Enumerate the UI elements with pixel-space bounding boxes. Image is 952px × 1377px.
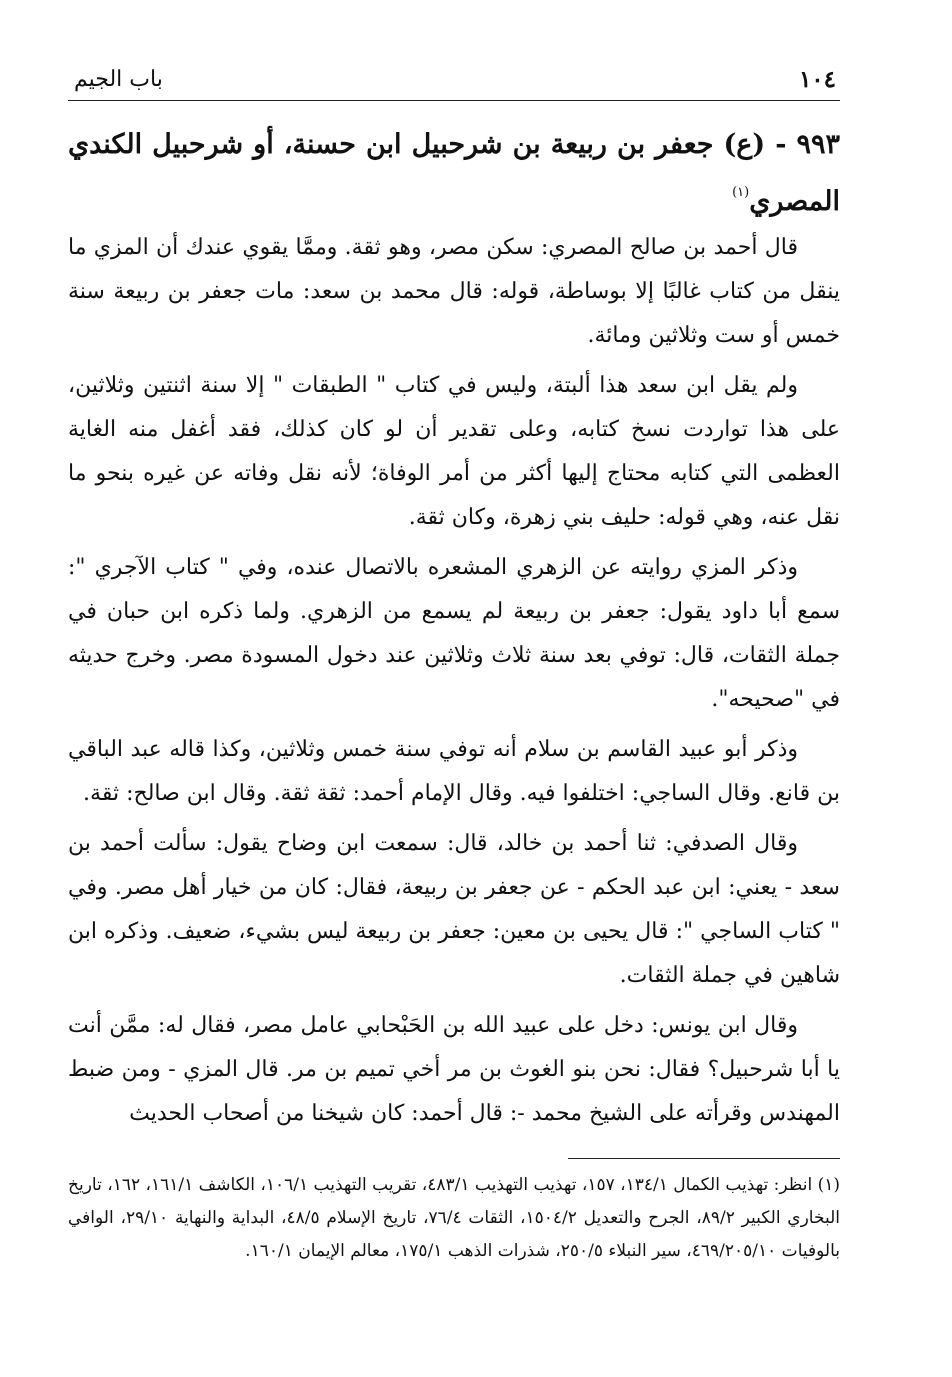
book-page	[68, 60, 840, 1350]
paragraph: وقال ابن يونس: دخل على عبيد الله بن الحَبْحابي عامل مصر، فقال له: ممَّن أنت يا أبا شرحبيل؟ فقال: نحن بنو الغوث بن مر أخي تميم بن مر. قال المزي - ومن ضبط المهندس وقرأته على الشيخ محمد -: قال أحمد: كان شيخنا من أصحاب الحديث	[68, 1013, 840, 1126]
paragraph: قال أحمد بن صالح المصري: سكن مصر، وهو ثقة. وممَّا يقوي عندك أن المزي ما ينقل من كتاب غالبًا إلا بوساطة، قوله: قال محمد بن سعد: مات جعفر بن ربيعة سنة خمس أو ست وثلاثين ومائة.	[68, 235, 840, 348]
entry-heading	[68, 121, 840, 226]
page-header	[68, 60, 840, 101]
entry-body	[68, 226, 840, 1136]
footnote-divider	[568, 1158, 840, 1159]
entry-heading-text: ٩٩٣ - (ع) جعفر بن ربيعة بن شرحبيل ابن حسنة، أو شرحبيل الكندي المصري	[68, 129, 840, 217]
footnote-marker: (١)	[732, 185, 750, 200]
paragraph: ولم يقل ابن سعد هذا ألبتة، وليس في كتاب " الطبقات " إلا سنة اثنتين وثلاثين، على هذا تواردت نسخ كتابه، وعلى تقدير أن لو كان كذلك، فقد أغفل منه الغاية العظمى التي كتابه محتاج إليها أكثر من أمر الوفاة؛ لأنه نقل وفاته عن غيره بنحو ما نقل عنه، وهي قوله: حليف بني زهرة، وكان ثقة.	[68, 373, 840, 530]
chapter-title: باب الجيم	[74, 67, 163, 92]
paragraph: وقال الصدفي: ثنا أحمد بن خالد، قال: سمعت ابن وضاح يقول: سألت أحمد بن سعد - يعني: ابن عبد الحكم - عن جعفر بن ربيعة، فقال: كان من خيار أهل مصر. وفي " كتاب الساجي ": قال يحيى بن معين: جعفر بن ربيعة ليس بشيء، ضعيف. وذكره ابن شاهين في جملة الثقات.	[68, 831, 840, 988]
footnote: (١) انظر: تهذيب الكمال ١٣٤/١، ١٥٧، تهذيب التهذيب ٤٨٣/١، تقريب التهذيب ١٠٦/١، الكاشف ١٦١/١، ١٦٢، تاريخ البخاري الكبير ٨٩/٢، الجرح والتعديل ١٥٠٤/٢، الثقات ٧٦/٤، تاريخ الإسلام ٤٨/٥، البداية والنهاية ٢٩/١٠، الوافي بالوفيات ٤٦٩/٢٠٥/١٠، سير النبلاء ٢٥٠/٥، شذرات الذهب ١٧٥/١، معالم الإيمان ١٦٠/١.	[68, 1175, 840, 1261]
page-number: ١٠٤	[798, 66, 836, 93]
paragraph: وذكر أبو عبيد القاسم بن سلام أنه توفي سنة خمس وثلاثين، وكذا قاله عبد الباقي بن قانع. وقال الساجي: اختلفوا فيه. وقال الإمام أحمد: ثقة ثقة. وقال ابن صالح: ثقة.	[68, 737, 840, 806]
paragraph: وذكر المزي روايته عن الزهري المشعره بالاتصال عنده، وفي " كتاب الآجري ": سمع أبا داود يقول: جعفر بن ربيعة لم يسمع من الزهري. ولما ذكره ابن حبان في جملة الثقات، قال: توفي بعد سنة ثلاث وثلاثين عند دخول المسودة مصر. وخرج حديثه في "صحيحه".	[68, 555, 840, 712]
